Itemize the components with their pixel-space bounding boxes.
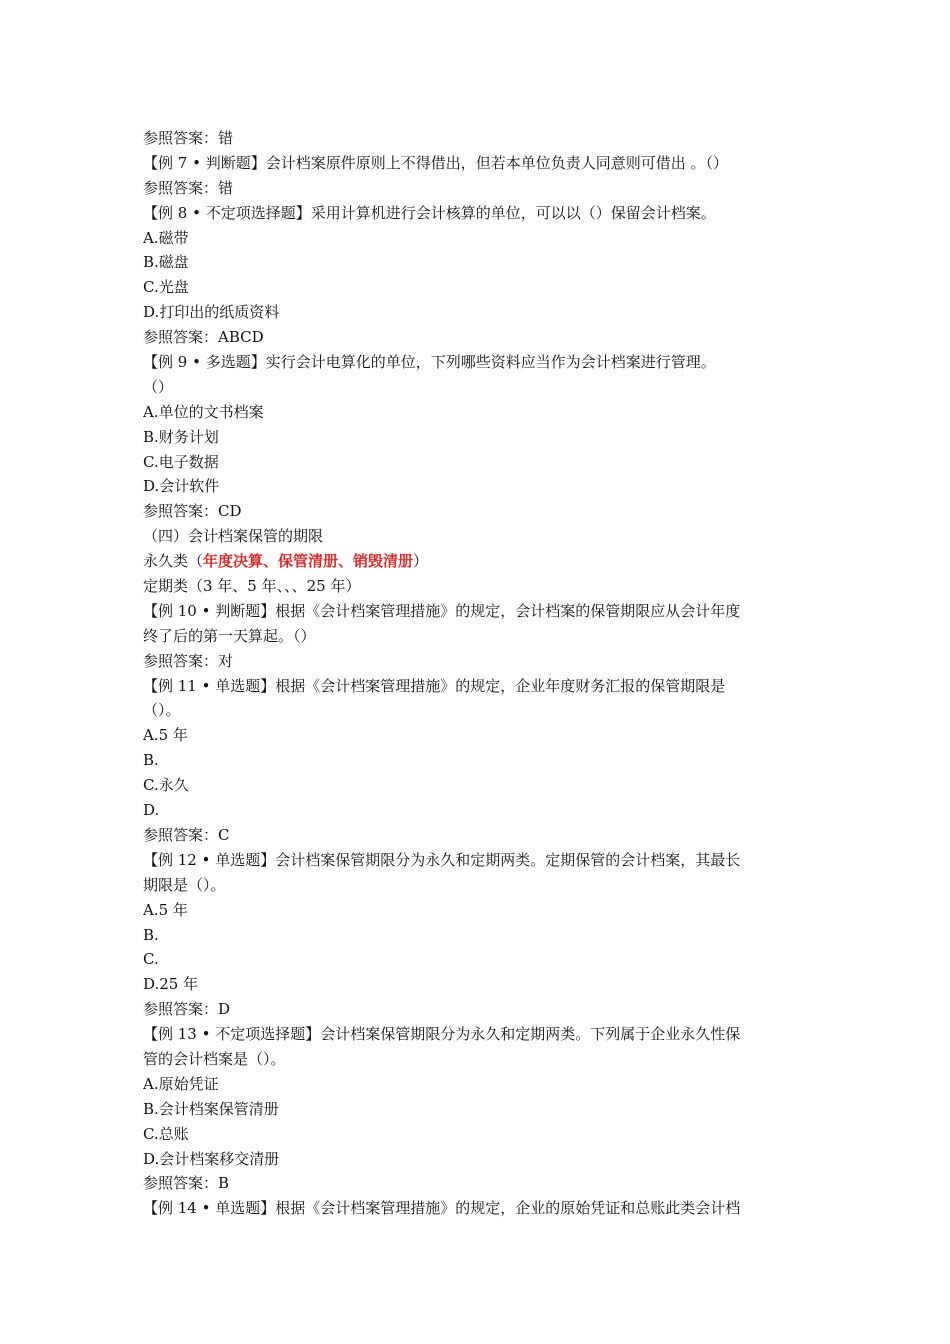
option-line: C. [143, 950, 159, 969]
answer-line: 参照答案：CD [143, 502, 242, 521]
option-line: A.5 年 [143, 726, 188, 745]
option-line: D.会计档案移交清册 [143, 1149, 280, 1168]
option-line: D.会计软件 [143, 477, 220, 496]
option-line: A.原始凭证 [143, 1074, 219, 1093]
answer-line: 参照答案：错 [143, 178, 234, 197]
option-line: D.打印出的纸质资料 [143, 303, 280, 322]
option-line: C.总账 [143, 1124, 189, 1143]
question-line: 期限是（）。 [143, 875, 226, 894]
question-line: 【例 13 • 不定项选择题】会计档案保管期限分为永久和定期两类。下列属于企业永久性保 [143, 1025, 741, 1044]
question-line: 【例 7 • 判断题】会计档案原件原则上不得借出，但若本单位负责人同意则可借出 。（） [143, 153, 728, 172]
section-heading: （四）会计档案保管的期限 [143, 527, 324, 546]
option-line: B.磁盘 [143, 253, 189, 272]
question-line: （） [143, 377, 174, 396]
question-line: 【例 9 • 多选题】实行会计电算化的单位，下列哪些资料应当作为会计档案进行管理。 [143, 353, 716, 372]
option-line: B.会计档案保管清册 [143, 1099, 279, 1118]
question-line: 【例 8 • 不定项选择题】采用计算机进行会计核算的单位，可以以（）保留会计档案。 [143, 203, 716, 222]
option-line: A.单位的文书档案 [143, 402, 264, 421]
option-line: B. [143, 751, 159, 770]
option-line: D. [143, 801, 160, 820]
answer-line: 参照答案：ABCD [143, 328, 264, 347]
answer-line: 参照答案：C [143, 825, 230, 844]
option-line: A.磁带 [143, 228, 189, 247]
question-line: （）。 [143, 701, 181, 720]
option-line: B.财务计划 [143, 427, 219, 446]
option-line: C.永久 [143, 776, 189, 795]
question-line: 【例 14 • 单选题】根据《会计档案管理措施》的规定，企业的原始凭证和总账此类会计档 [143, 1199, 741, 1218]
option-line: C.光盘 [143, 278, 189, 297]
answer-line: 参照答案：错 [143, 129, 234, 147]
periodic-category-line: 定期类（3 年、5 年、、、25 年） [143, 577, 361, 596]
question-line: 终了后的第一天算起。（） [143, 626, 316, 645]
question-line: 【例 10 • 判断题】根据《会计档案管理措施》的规定，会计档案的保管期限应从会计年度 [143, 601, 741, 620]
permanent-category-line [143, 549, 813, 574]
question-line: 【例 12 • 单选题】会计档案保管期限分为永久和定期两类。定期保管的会计档案，其最长 [143, 850, 741, 869]
option-line: B. [143, 925, 159, 944]
option-line: D.25 年 [143, 975, 199, 994]
answer-line: 参照答案：D [143, 1000, 231, 1019]
permanent-highlight: 年度决算、保管清册、销毁清册 [203, 552, 414, 571]
document-page [143, 126, 813, 1221]
question-line: 管的会计档案是（）。 [143, 1049, 286, 1068]
answer-line: 参照答案：对 [143, 651, 234, 670]
option-line: A.5 年 [143, 900, 188, 919]
permanent-suffix: ） [413, 552, 429, 571]
question-line: 【例 11 • 单选题】根据《会计档案管理措施》的规定，企业年度财务汇报的保管期限是 [143, 676, 726, 695]
option-line: C.电子数据 [143, 452, 219, 471]
answer-line: 参照答案：B [143, 1174, 230, 1193]
permanent-prefix: 永久类（ [143, 552, 204, 571]
